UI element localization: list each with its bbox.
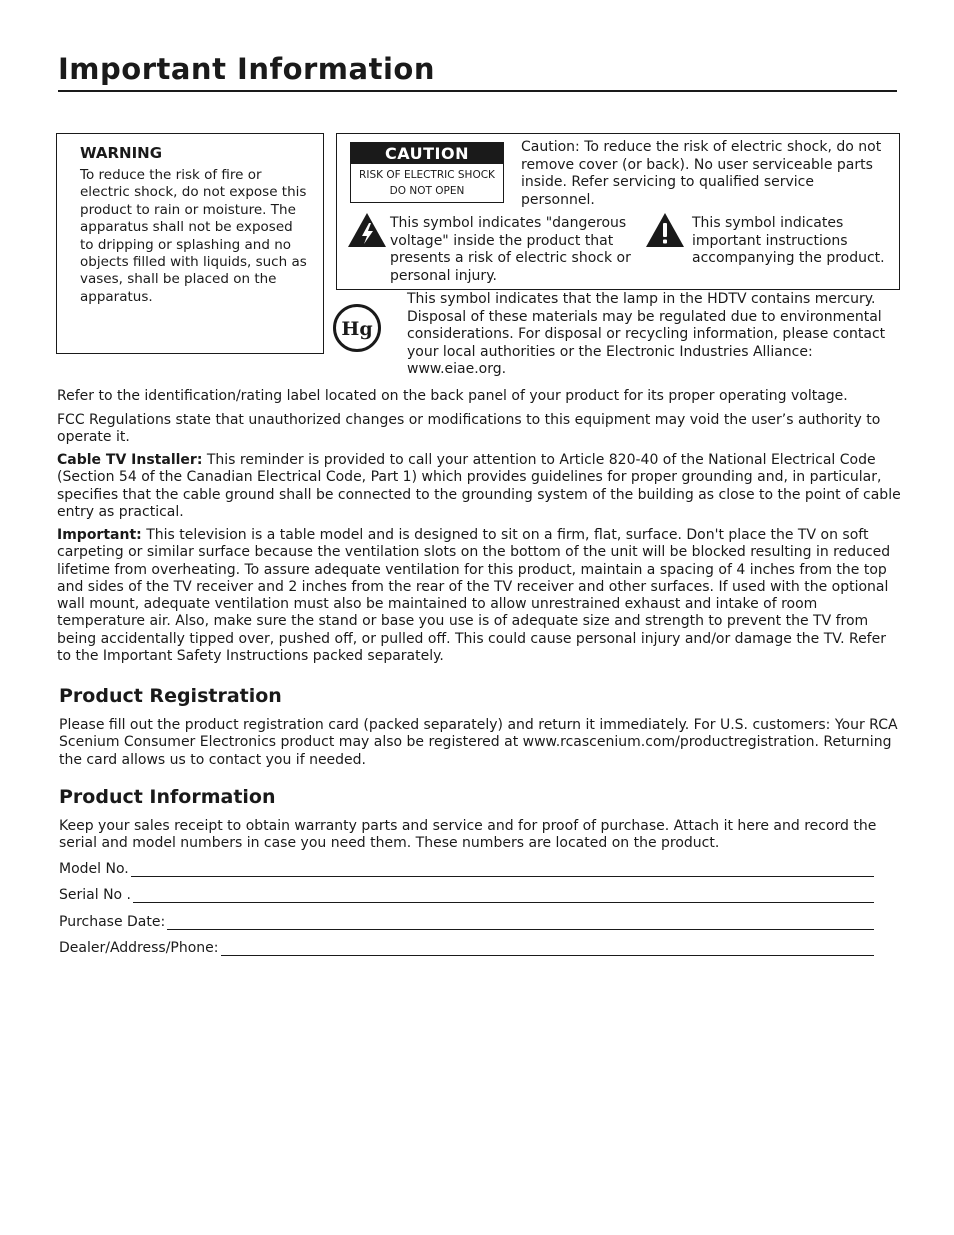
caution-label-line-2: DO NOT OPEN <box>389 185 465 197</box>
important-lead: Important: <box>57 527 142 543</box>
dangerous-voltage-text: This symbol indicates "dangerous voltage" inside the product that presents a risk of electric shock or personal injury. <box>390 215 631 284</box>
model-number-label: Model No. <box>59 861 129 877</box>
important-text: This television is a table model and is designed to sit on a firm, flat, surface. Don't place the TV on soft carpeting or similar surface because the ventilation slots on the bottom of the unit will be blocked resulting in reduced lifetime from overheating. To assure adequate ventilation for this product, maintain a spacing of 4 inches from the top and sides of the TV receiver and 2 inches from the rear of the TV receiver and other surfaces. If used with the optional wall mount, adequate ventilation must also be maintained to allow unrestrained exhaust and intake of room temperature air. Also, make sure the stand or base you use is of adequate size and strength to prevent the TV from being accidentally tipped over, pushed off, or pulled off. This could cause personal injury and/or damage the TV. Refer to the Important Safety Instructions packed separately. <box>57 527 891 665</box>
purchase-date-line[interactable] <box>167 916 874 930</box>
warning-text: To reduce the risk of fire or electric shock, do not expose this product to rain or moisture. The apparatus shall not be exposed to dripping or splashing and no objects filled with liquids, such as vases, shall be placed on the apparatus. <box>80 167 307 305</box>
caution-label-subtext <box>351 164 503 199</box>
serial-number-line[interactable] <box>133 889 874 903</box>
cable-installer-text: This reminder is provided to call your attention to Article 820-40 of the National Electrical Code (Section 54 of the Canadian Electrical Code, Part 1) which provides guidelines for proper grounding and, in particular, specifies that the cable ground shall be connected to the grounding system of the building as close to the point of cable entry as practical. <box>57 452 901 520</box>
product-information-text: Keep your sales receipt to obtain warranty parts and service and for proof of purchase. Attach it here and record the serial and model numbers in case you need them. These numbers are located on the product. <box>59 818 877 852</box>
page-title: Important Information <box>58 52 435 86</box>
important-instructions-text: This symbol indicates important instructions accompanying the product. <box>692 215 885 266</box>
mercury-hg-icon <box>332 303 382 353</box>
important-paragraph <box>57 527 902 665</box>
caution-label-line-1: RISK OF ELECTRIC SHOCK <box>359 169 495 181</box>
dealer-address-phone-line[interactable] <box>221 942 874 956</box>
mercury-text: This symbol indicates that the lamp in the HDTV contains mercury. Disposal of these materials may be regulated due to environmental considerations. For disposal or recycling information, please contact your local authorities or the Electronic Industries Alliance: www.eiae.org. <box>407 291 886 377</box>
caution-box <box>336 133 900 290</box>
product-registration-text: Please fill out the product registration card (packed separately) and return it immediately. For U.S. customers: Your RCA Scenium Consumer Electronics product may also be registered at www.rcascenium.com/productregistration. Returning the card allows us to contact you if needed. <box>59 717 898 768</box>
model-number-field[interactable] <box>59 861 874 877</box>
cable-installer-lead: Cable TV Installer: <box>57 452 203 468</box>
product-registration-heading: Product Registration <box>59 685 282 707</box>
caution-label-heading: CAUTION <box>351 143 503 164</box>
cable-installer-paragraph <box>57 452 902 521</box>
serial-number-label: Serial No . <box>59 887 132 903</box>
purchase-date-label: Purchase Date: <box>59 914 166 930</box>
exclamation-warning-icon <box>645 212 685 248</box>
lightning-warning-icon <box>347 212 387 248</box>
dealer-address-phone-label: Dealer/Address/Phone: <box>59 940 219 956</box>
purchase-date-field[interactable] <box>59 914 874 930</box>
fcc-paragraph: FCC Regulations state that unauthorized changes or modifications to this equipment may void the user’s authority to operate it. <box>57 412 881 446</box>
model-number-line[interactable] <box>131 863 874 877</box>
rating-label-paragraph: Refer to the identification/rating label located on the back panel of your product for its proper operating voltage. <box>57 388 848 404</box>
mercury-icon-label: Hg <box>341 318 373 340</box>
warning-heading: WARNING <box>80 144 163 162</box>
product-information-heading: Product Information <box>59 786 276 808</box>
serial-number-field[interactable] <box>59 887 874 903</box>
caution-text: Caution: To reduce the risk of electric shock, do not remove cover (or back). No user serviceable parts inside. Refer servicing to qualified service personnel. <box>521 139 882 208</box>
warning-box <box>56 133 324 354</box>
dealer-address-phone-field[interactable] <box>59 940 874 956</box>
title-rule <box>58 90 897 92</box>
caution-label <box>350 142 504 203</box>
